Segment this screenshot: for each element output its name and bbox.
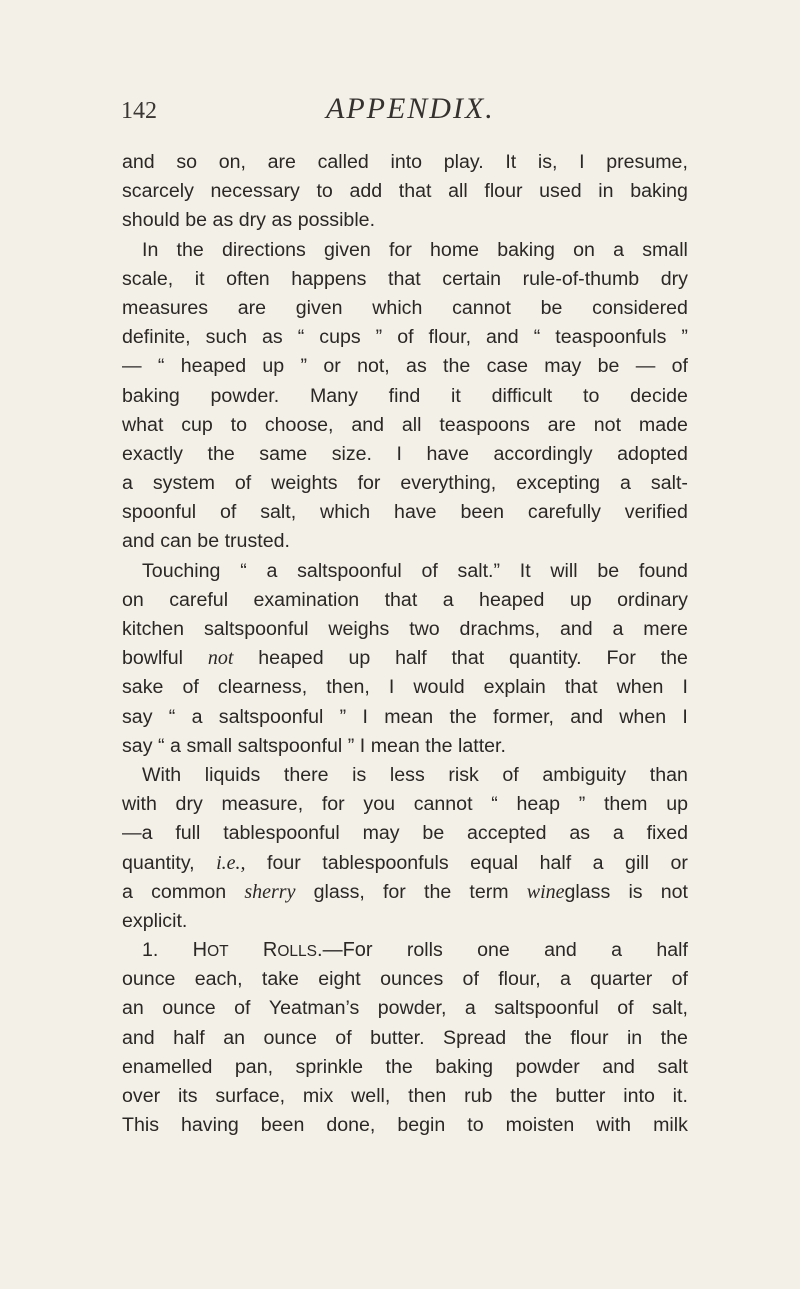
text-line: say “ a saltspoonful ” I mean the former, and when I <box>122 705 688 728</box>
text-line: a common sherry glass, for the term wineglass is not <box>122 880 688 903</box>
text-line: scarcely necessary to add that all flour used in baking <box>122 180 688 203</box>
text-line: bowlful not heaped up half that quantity. For the <box>122 647 688 670</box>
text-line: on careful examination that a heaped up ordinary <box>122 588 688 611</box>
text-line: and so on, are called into play. It is, I presume, <box>122 151 688 173</box>
page-number: 142 <box>121 98 157 124</box>
text-line: an ounce of Yeatman’s powder, a saltspoonful of salt, <box>122 997 688 1020</box>
text-line: — “ heaped up ” or not, as the case may be — of <box>122 355 688 378</box>
running-head <box>0 92 800 132</box>
text-line: what cup to choose, and all teaspoons are not made <box>122 413 688 436</box>
text-line: enamelled pan, sprinkle the baking powder and salt <box>122 1055 688 1078</box>
text-line: 1. HOT ROLLS.—For rolls one and a half <box>142 939 688 962</box>
text-line: This having been done, begin to moisten with milk <box>122 1114 688 1137</box>
text-line: a system of weights for everything, excepting a salt- <box>122 472 688 495</box>
text-line: ounce each, take eight ounces of flour, a quarter of <box>122 968 688 991</box>
running-title: APPENDIX. <box>326 92 495 125</box>
text-line: —a full tablespoonful may be accepted as a fixed <box>122 822 688 845</box>
text-line: With liquids there is less risk of ambiguity than <box>142 763 688 786</box>
text-line: quantity, i.e., four tablespoonfuls equal half a gill or <box>122 851 688 874</box>
text-line: should be as dry as possible. <box>122 209 376 232</box>
text-line: and half an ounce of butter. Spread the flour in the <box>122 1026 688 1049</box>
text-line: measures are given which cannot be considered <box>122 296 688 319</box>
text-line: over its surface, mix well, then rub the butter into it. <box>122 1085 688 1107</box>
text-line: exactly the same size. I have accordingly adopted <box>122 442 688 465</box>
text-line: kitchen saltspoonful weighs two drachms, and a mere <box>122 618 688 640</box>
text-line: baking powder. Many find it difficult to decide <box>122 384 688 407</box>
text-line: definite, such as “ cups ” of flour, and “ teaspoonfuls ” <box>122 326 688 349</box>
text-line: scale, it often happens that certain rule-of-thumb dry <box>122 267 688 290</box>
text-line: and can be trusted. <box>122 530 290 553</box>
text-line: In the directions given for home baking on a small <box>142 238 688 261</box>
text-line: Touching “ a saltspoonful of salt.” It will be found <box>142 559 688 582</box>
text-line: spoonful of salt, which have been carefully verified <box>122 501 688 524</box>
text-line: sake of clearness, then, I would explain that when I <box>122 676 688 699</box>
text-line: with dry measure, for you cannot “ heap ” them up <box>122 793 688 816</box>
text-line: say “ a small saltspoonful ” I mean the latter. <box>122 734 506 757</box>
body-text <box>122 148 688 1140</box>
text-line: explicit. <box>122 909 188 932</box>
